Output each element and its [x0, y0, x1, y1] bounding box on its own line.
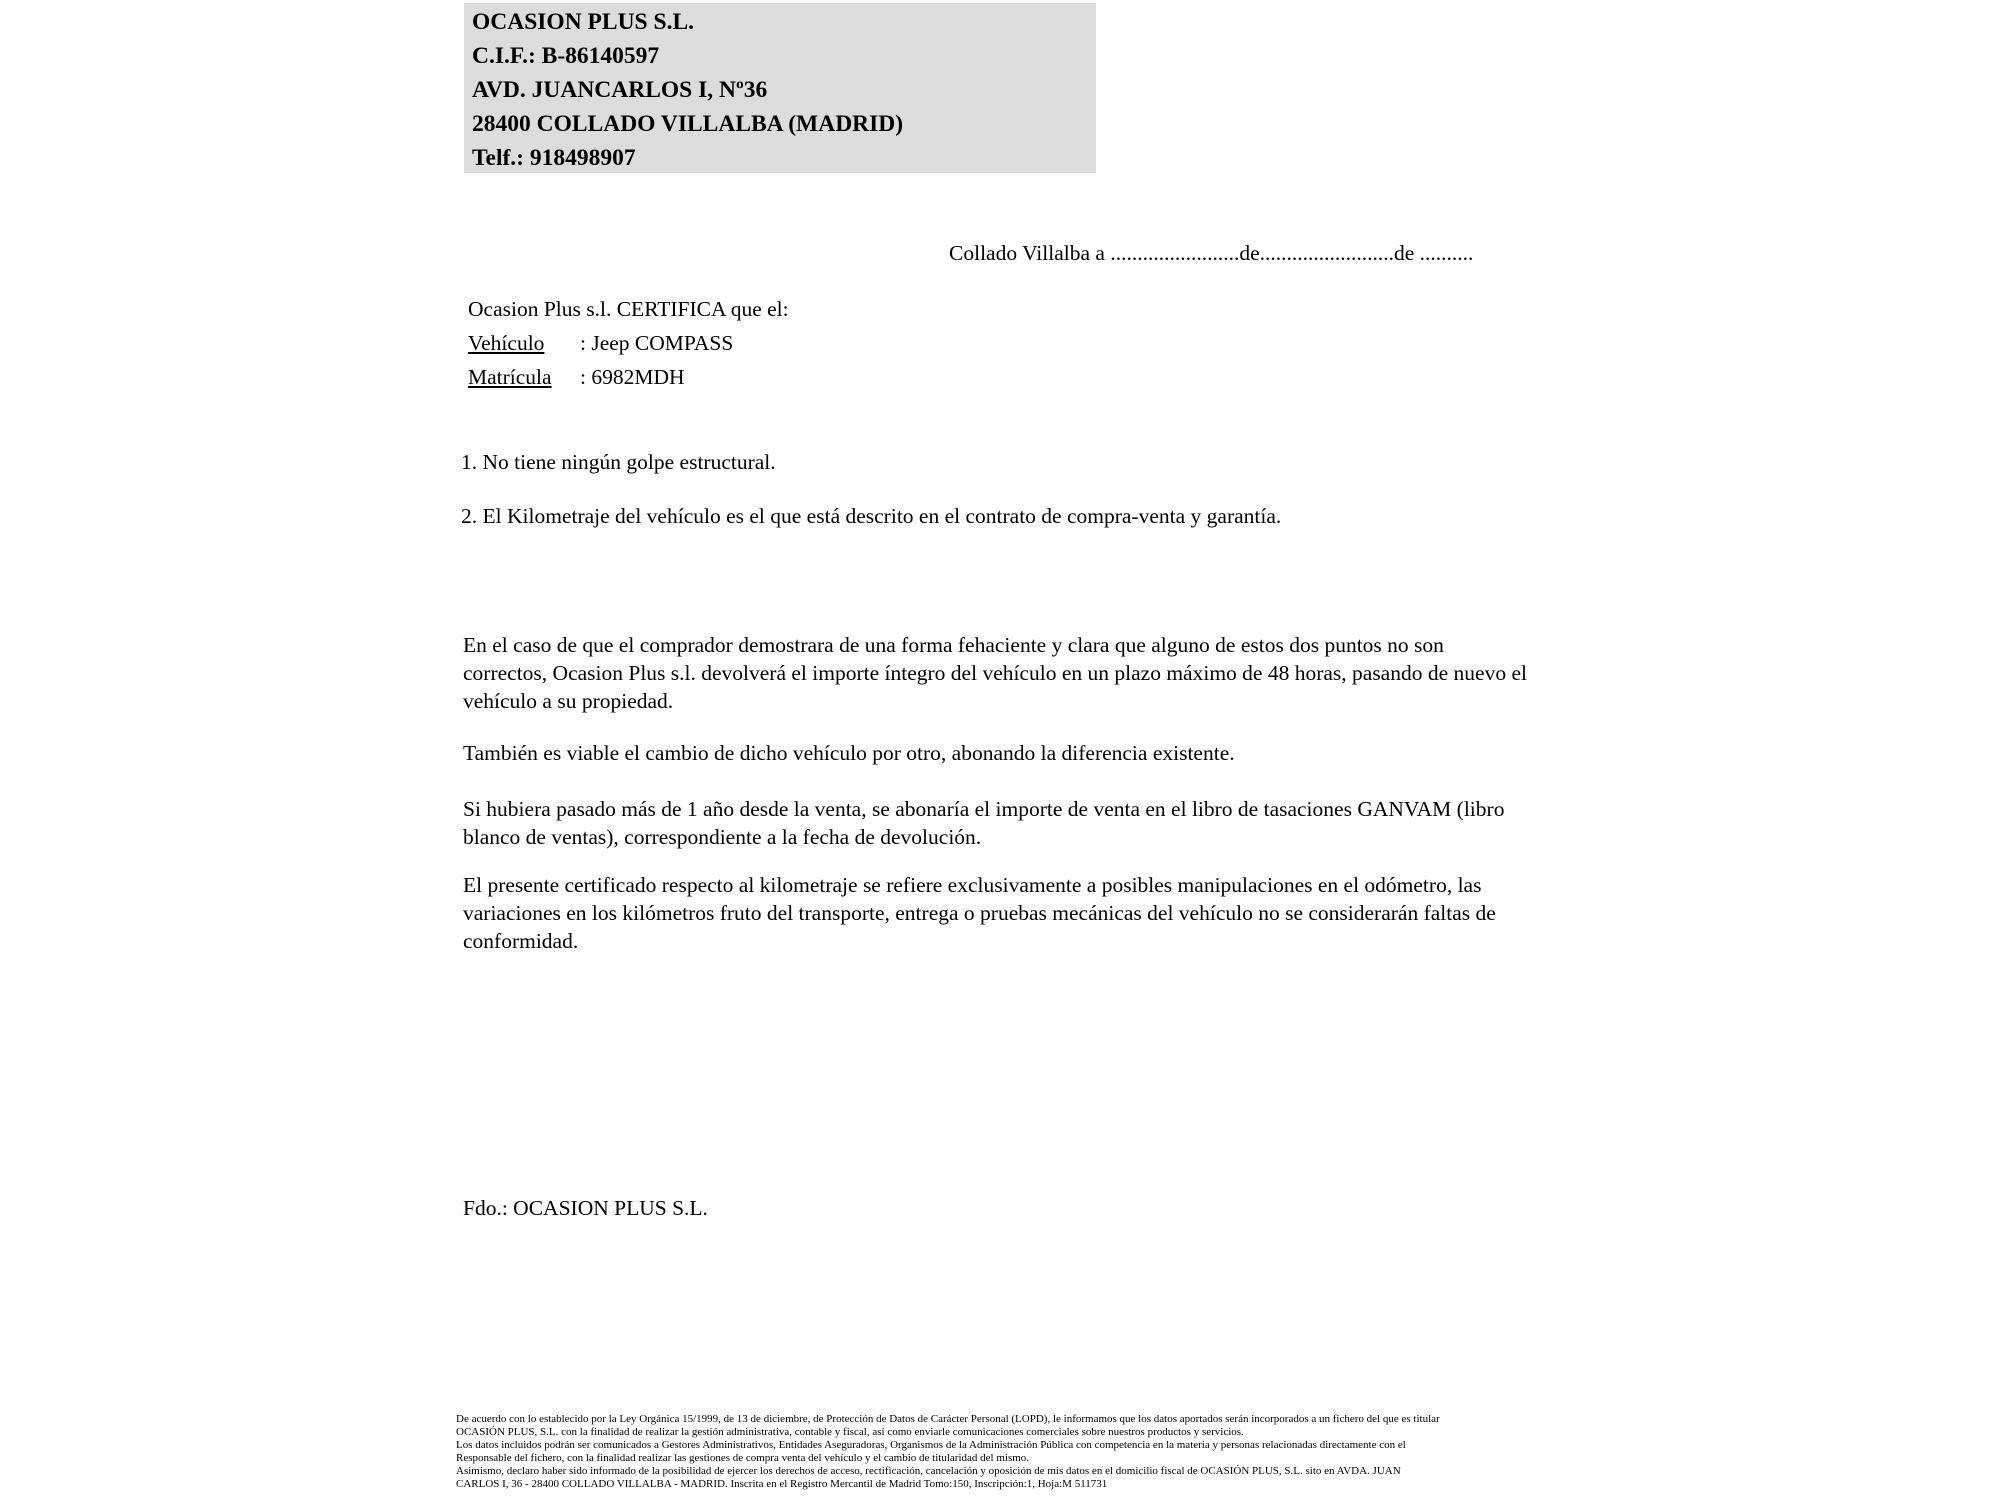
legal-line-5: Asimismo, declaro haber sido informado de la posibilidad de ejercer los derechos de acceso, rectificación, cancelación y oposición de mis datos en el domicilio fiscal de OCASIÓN PLUS, S.L. sito en AVDA. JUAN	[456, 1465, 1401, 1478]
certify-intro: Ocasion Plus s.l. CERTIFICA que el:	[468, 297, 789, 321]
body-paragraph-exchange: También es viable el cambio de dicho vehículo por otro, abonando la diferencia existente.	[463, 740, 1235, 765]
plate-field-value: : 6982MDH	[580, 365, 685, 389]
plate-field-label	[468, 360, 580, 394]
letterhead-cif: C.I.F.: B-86140597	[472, 43, 660, 69]
vehicle-field-label	[468, 326, 580, 360]
legal-line-1: De acuerdo con lo establecido por la Ley Orgánica 15/1999, de 13 de diciembre, de Protección de Datos de Carácter Personal (LOPD), le informamos que los datos aportados serán incorporados a un fichero del que es titular	[456, 1413, 1440, 1425]
certified-point-2: 2. El Kilometraje del vehículo es el que está descrito en el contrato de compra-venta y garantía.	[461, 504, 1282, 528]
vehicle-field-row	[468, 326, 789, 360]
legal-line-3: Los datos incluidos podrán ser comunicados a Gestores Administrativos, Entidades Aseguradoras, Organismos de la Administración Pública con competencia en la materia y personas relacionadas directamente con el	[456, 1439, 1406, 1452]
vehicle-field-value: : Jeep COMPASS	[580, 331, 734, 355]
letterhead	[464, 3, 1096, 173]
legal-line-4: Responsable del fichero, con la finalidad realizar las gestiones de compra venta del vehículo y el cambio de titularidad del mismo.	[456, 1452, 1030, 1465]
legal-line-2: OCASIÓN PLUS, S.L. con la finalidad de realizar la gestión administrativa, contable y fiscal, así como enviarle comunicaciones comerciales sobre nuestros productos y servicios.	[456, 1426, 1244, 1439]
signature-line: Fdo.: OCASION PLUS S.L.	[463, 1196, 708, 1220]
certify-block	[468, 292, 789, 394]
legal-notice	[456, 1413, 1440, 1492]
certified-point-1: 1. No tiene ningún golpe estructural.	[461, 450, 776, 474]
plate-field-label-text: Matrícula	[468, 365, 552, 389]
body-paragraph-ganvam: Si hubiera pasado más de 1 año desde la venta, se abonaría el importe de venta en el libro de tasaciones GANVAM (libro blanco de ventas), correspondiente a la fecha de devolución.	[463, 796, 1505, 849]
vehicle-field-label-text: Vehículo	[468, 331, 545, 355]
plate-field-row	[468, 360, 789, 394]
letterhead-company: OCASION PLUS S.L.	[472, 9, 694, 35]
letterhead-address: AVD. JUANCARLOS I, Nº36	[472, 77, 768, 103]
body-paragraph-refund: En el caso de que el comprador demostrara de una forma fehaciente y clara que alguno de estos dos puntos no son correctos, Ocasion Plus s.l. devolverá el importe íntegro del vehículo en un plazo máximo de 48 horas, pasando de nuevo el vehículo a su propiedad.	[463, 632, 1527, 713]
letterhead-phone: Telf.: 918498907	[472, 145, 636, 171]
date-line: Collado Villalba a ........................de.........................de ..........	[949, 241, 1474, 265]
legal-line-6: CARLOS I, 36 - 28400 COLLADO VILLALBA - MADRID. Inscrita en el Registro Mercantil de Madrid Tomo:150, Inscripción:1, Hoja:M 511731	[456, 1478, 1108, 1491]
body-paragraph-odometer: El presente certificado respecto al kilometraje se refiere exclusivamente a posibles manipulaciones en el odómetro, las variaciones en los kilómetros fruto del transporte, entrega o pruebas mecánicas del vehículo no se considerarán faltas de conformidad.	[463, 872, 1496, 953]
letterhead-city: 28400 COLLADO VILLALBA (MADRID)	[472, 111, 904, 137]
